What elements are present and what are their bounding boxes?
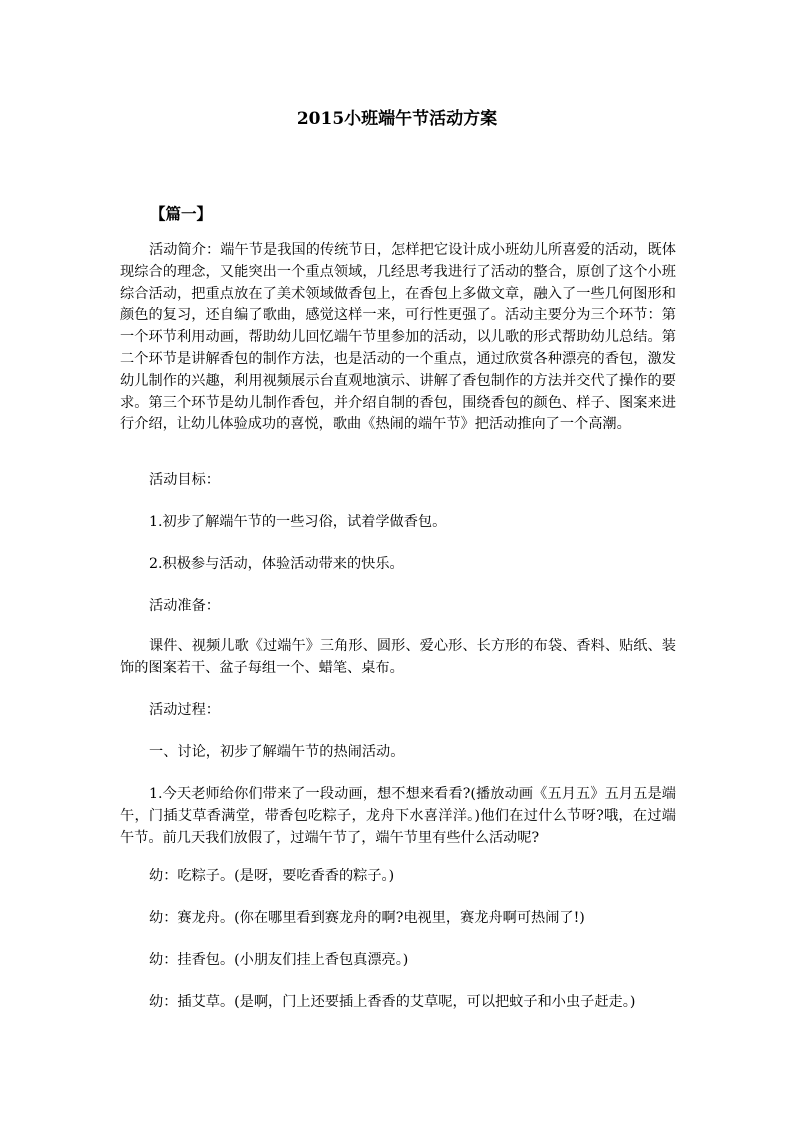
process-paragraph: 1.今天老师给你们带来了一段动画，想不想来看看?(播放动画《五月五》五月五是端午，门插艾草香满堂，带香包吃粽子，龙舟下水喜洋洋。)他们在过什么节呀?哦，在过端午节。前几天我们放假了，过端午节了，端午节里有些什么活动呢?	[120, 786, 676, 846]
prep-paragraph: 课件、视频儿歌《过端午》三角形、圆形、爱心形、长方形的布袋、香料、贴纸、装饰的图案若干、盆子每组一个、蜡笔、桌布。	[120, 638, 676, 676]
document-title: 2015小班端午节活动方案	[296, 109, 498, 129]
dialogue-line-3: 幼：挂香包。(小朋友们挂上香包真漂亮。)	[149, 952, 409, 968]
goal-item-2: 2.积极参与活动，体验活动带来的快乐。	[149, 556, 404, 572]
section-heading: 【篇一】	[150, 204, 213, 223]
goals-heading: 活动目标：	[149, 472, 220, 488]
process-step-1: 一、讨论，初步了解端午节的热闹活动。	[149, 744, 405, 760]
prep-heading: 活动准备：	[149, 598, 220, 614]
intro-paragraph: 活动简介：端午节是我国的传统节日，怎样把它设计成小班幼儿所喜爱的活动，既体现综合的理念，又能突出一个重点领域，几经思考我进行了活动的整合，原创了这个小班综合活动，把重点放在了美术领域做香包上，在香包上多做文章，融入了一些几何图形和颜色的复习，还自编了歌曲，感觉这样一来，可行性更强了。活动主要分为三个环节：第一个环节利用动画，帮助幼儿回忆端午节里参加的活动，以儿歌的形式帮助幼儿总结。第二个环节是讲解香包的制作方法，也是活动的一个重点，通过欣赏各种漂亮的香包，激发幼儿制作的兴趣，利用视频展示台直观地演示、讲解了香包制作的方法并交代了操作的要求。第三个环节是幼儿制作香包，并介绍自制的香包，围绕香包的颜色、样子、图案来进行介绍，让幼儿体验成功的喜悦，歌曲《热闹的端午节》把活动推向了一个高潮。	[120, 242, 676, 433]
goal-item-1: 1.初步了解端午节的一些习俗，试着学做香包。	[149, 514, 447, 530]
dialogue-line-2: 幼：赛龙舟。(你在哪里看到赛龙舟的啊?电视里，赛龙舟啊可热闹了!)	[149, 910, 585, 926]
dialogue-line-4: 幼：插艾草。(是啊，门上还要插上香香的艾草呢，可以把蚊子和小虫子赶走。)	[149, 994, 636, 1010]
dialogue-line-1: 幼：吃粽子。(是呀，要吃香香的粽子。)	[149, 868, 395, 884]
process-heading: 活动过程：	[149, 702, 220, 718]
